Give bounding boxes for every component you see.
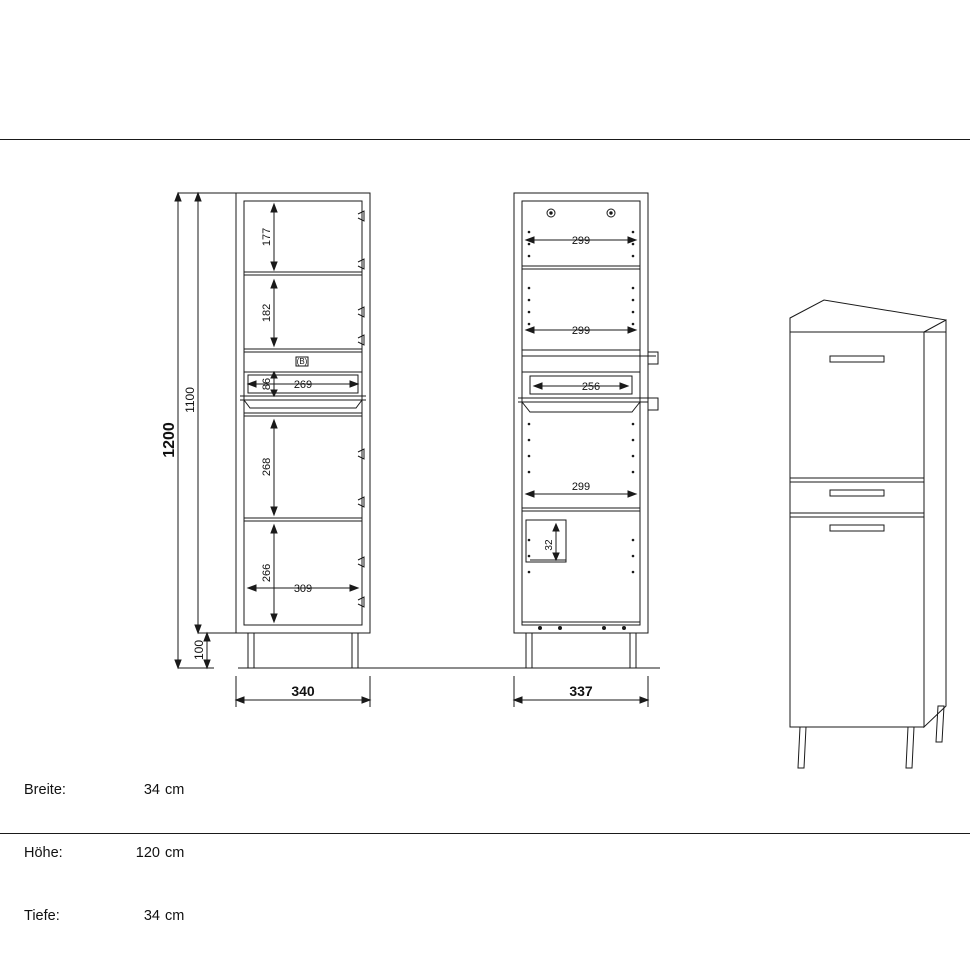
- dim-1200: 1200: [161, 422, 178, 458]
- spec-list: [24, 738, 184, 969]
- dim-256: 256: [581, 381, 601, 393]
- dim-309: 309: [293, 583, 313, 595]
- perspective-view-group: [790, 300, 946, 768]
- dim-177: 177: [261, 227, 273, 247]
- spec-unit-height: cm: [165, 845, 185, 861]
- spec-row-width: [24, 780, 184, 801]
- dim-268: 268: [261, 457, 273, 477]
- dim-1100: 1100: [183, 387, 197, 413]
- dim-299-lower: 299: [571, 481, 591, 493]
- spec-unit-width: cm: [165, 782, 185, 798]
- dim-100: 100: [192, 639, 206, 661]
- dim-182: 182: [261, 303, 273, 323]
- spec-label-depth: Tiefe:: [24, 908, 60, 924]
- spec-value-depth: 34: [143, 908, 160, 924]
- dim-340: 340: [291, 683, 315, 699]
- spec-label-height: Höhe:: [24, 845, 63, 861]
- dim-86: 86: [261, 377, 273, 391]
- side-view-group: [514, 193, 658, 707]
- dim-32: 32: [544, 539, 555, 551]
- spec-row-depth: [24, 906, 184, 927]
- spec-value-width: 34: [143, 782, 160, 798]
- dimension-labels: [161, 228, 600, 699]
- dim-266: 266: [261, 563, 273, 583]
- spec-label-width: Breite:: [24, 782, 66, 798]
- mark-b: (B): [296, 357, 308, 366]
- spec-row-height: [24, 843, 184, 864]
- front-view-group: [175, 193, 660, 707]
- spec-value-height: 120: [135, 845, 160, 861]
- dim-299-top: 299: [571, 235, 591, 247]
- dim-299-second: 299: [571, 325, 591, 337]
- dim-337: 337: [569, 683, 593, 699]
- spec-unit-depth: cm: [165, 908, 185, 924]
- dim-269: 269: [293, 379, 313, 391]
